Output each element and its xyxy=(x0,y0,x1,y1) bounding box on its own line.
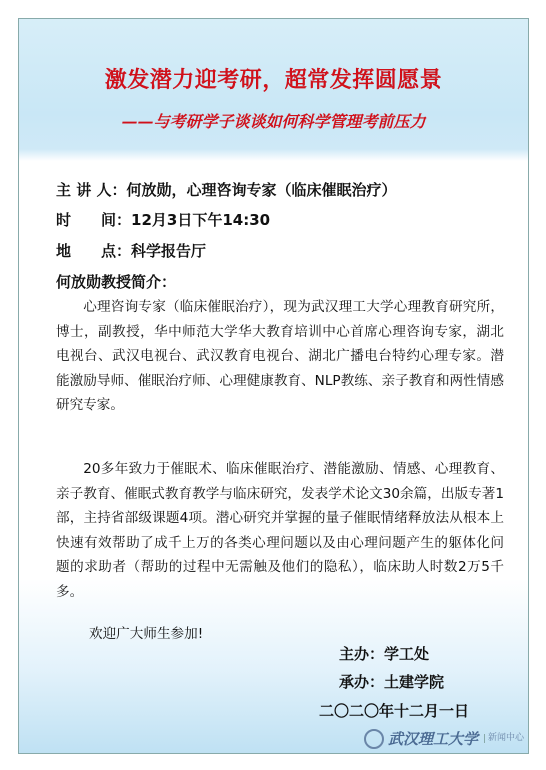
issue-date: 二〇二〇年十二月一日 xyxy=(319,702,470,720)
time-line xyxy=(56,209,270,230)
organizer: 主办：学工处 xyxy=(339,645,430,663)
co-organizer: 承办：土建学院 xyxy=(339,673,445,691)
welcome-text: 欢迎广大师生参加! xyxy=(89,626,204,642)
poster-subtitle: ——与考研学子谈谈如何科学管理考前压力 xyxy=(121,112,426,131)
place-value: 科学报告厅 xyxy=(131,242,207,260)
intro-paragraph-2: 20多年致力于催眠术、临床催眠治疗、潜能激励、情感、心理教育、亲子教育、催眠式教育教学与临床研究，发表学术论文30余篇，出版专著1部，主持省部级课题4项。潜心研究并掌握的量子催眠情绪释放法从根本上快速有效帮助了成千上万的各类心理问题以及由心理问题产生的躯体化问题的求助者（帮助的过程中无需触及他们的隐私），临床助人时数2万5千多。 xyxy=(56,461,504,600)
time-label: 时 间： xyxy=(56,211,132,229)
intro-paragraph-1: 心理咨询专家（临床催眠治疗），现为武汉理工大学心理教育研究所，博士，副教授，华中师范大学华大教育培训中心首席心理咨询专家，湖北电视台、武汉电视台、武汉教育电视台、湖北广播电台特约心理专家。潜能激励导师、催眠治疗师、心理健康教育、NLP教练、亲子教育和两性情感研究专家。 xyxy=(56,299,504,413)
university-name: 武汉理工大学 xyxy=(388,730,479,748)
news-center-tag: 新闻中心 xyxy=(484,734,524,743)
speaker-value: 何放勋，心理咨询专家（临床催眠治疗） xyxy=(126,181,397,199)
speaker-line xyxy=(56,179,396,200)
speaker-label: 主 讲 人： xyxy=(56,181,127,199)
university-seal-icon xyxy=(364,729,384,749)
place-line xyxy=(56,240,206,261)
intro-heading: 何放勋教授简介： xyxy=(56,273,177,291)
university-logo xyxy=(364,728,524,749)
poster xyxy=(18,18,529,754)
poster-title: 激发潜力迎考研，超常发挥圆愿景 xyxy=(104,67,443,93)
time-value: 12月3日下午14:30 xyxy=(131,211,271,229)
place-label: 地 点： xyxy=(56,242,132,260)
